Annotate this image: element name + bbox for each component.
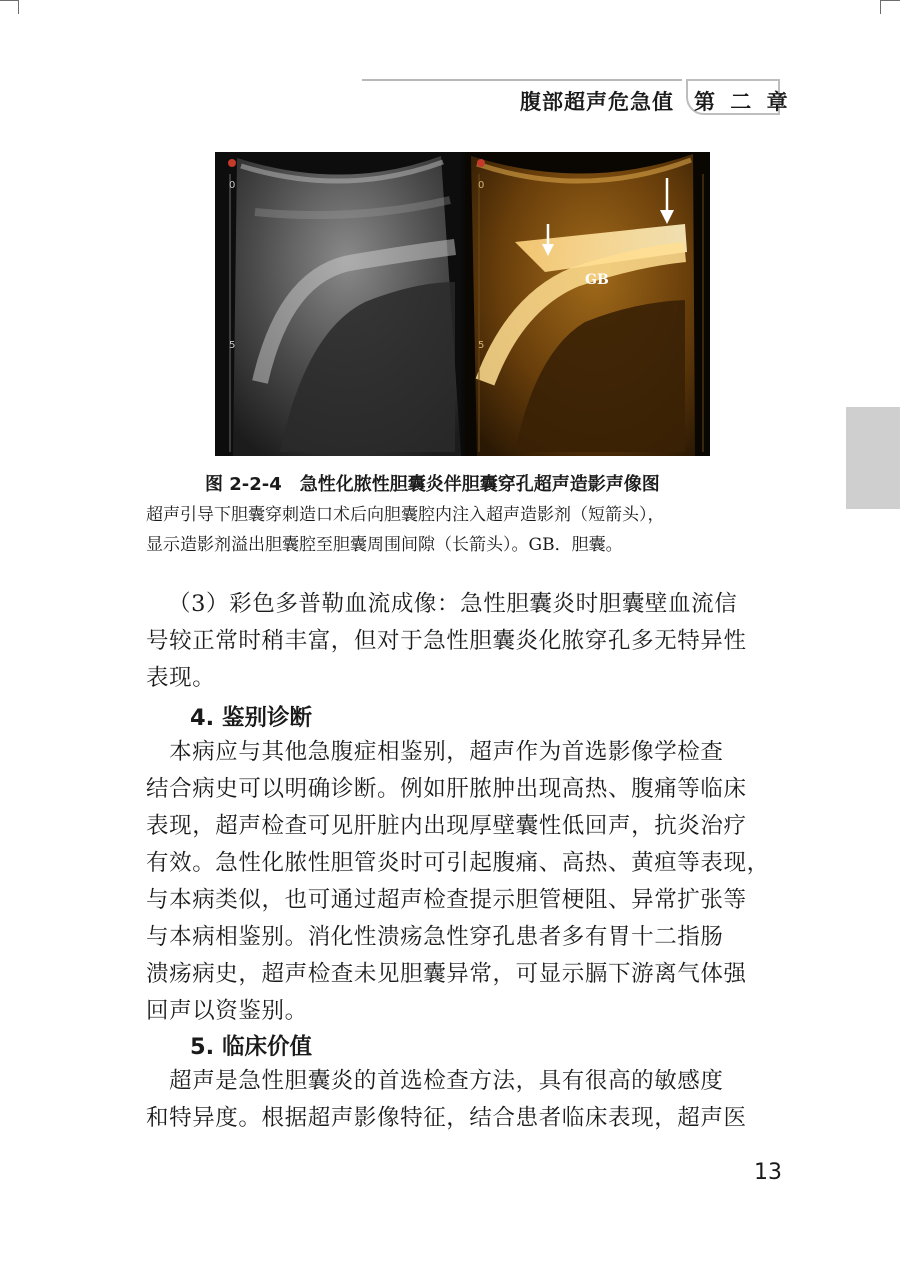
ultrasound-figure <box>215 152 710 456</box>
page-number: 13 <box>754 1160 782 1185</box>
text-line: （3）彩色多普勒血流成像：急性胆囊炎时胆囊壁血流信 <box>168 591 738 617</box>
gb-label: GB <box>585 272 609 288</box>
crop-mark <box>880 0 881 14</box>
figure-note-line: 显示造影剂溢出胆囊腔至胆囊周围间隙（长箭头）。GB．胆囊。 <box>146 535 623 555</box>
text-line: 与本病相鉴别。消化性溃疡急性穿孔患者多有胃十二指肠 <box>146 924 724 950</box>
text-line: 本病应与其他急腹症相鉴别，超声作为首选影像学检查 <box>146 739 724 765</box>
paragraph-doppler-cont <box>146 623 786 697</box>
probe-marker-icon <box>228 159 236 167</box>
chapter-label: 第 二 章 <box>694 90 792 114</box>
svg-text:5: 5 <box>229 340 236 351</box>
crop-mark <box>881 0 900 1</box>
header-rule <box>362 79 682 81</box>
probe-marker-icon <box>477 159 485 167</box>
figure-caption: 图 2-2-4 急性化脓性胆囊炎伴胆囊穿孔超声造影声像图 <box>205 474 660 495</box>
text-line: 结合病史可以明确诊断。例如肝脓肿出现高热、腹痛等临床 <box>146 776 747 802</box>
text-line: 与本病类似，也可通过超声检查提示胆管梗阻、异常扩张等 <box>146 887 747 913</box>
ultrasound-image <box>215 152 710 456</box>
figure-note-line: 超声引导下胆囊穿刺造口术后向胆囊腔内注入超声造影剂（短箭头）， <box>146 505 665 525</box>
side-thumb-tab <box>846 407 900 509</box>
crop-mark <box>0 0 18 1</box>
svg-text:0: 0 <box>229 180 236 191</box>
svg-text:5: 5 <box>478 340 485 351</box>
text-line: 表现，超声检查可见肝脏内出现厚壁囊性低回声，抗炎治疗 <box>146 813 747 839</box>
text-line: 有效。急性化脓性胆管炎时可引起腹痛、高热、黄疸等表现， <box>146 850 770 876</box>
text-line: 超声是急性胆囊炎的首选检查方法，具有很高的敏感度 <box>146 1068 724 1094</box>
text-line: 回声以资鉴别。 <box>146 998 308 1024</box>
crop-mark <box>18 0 19 14</box>
text-line: 号较正常时稍丰富，但对于急性胆囊炎化脓穿孔多无特异性 <box>146 628 747 654</box>
figure-note <box>146 500 786 560</box>
svg-text:0: 0 <box>478 180 485 191</box>
paragraph-doppler <box>168 586 808 623</box>
text-line: 和特异度。根据超声影像特征，结合患者临床表现，超声医 <box>146 1105 747 1131</box>
section-heading-clinical-value: 5. 临床价值 <box>190 1034 313 1060</box>
text-line: 溃疡病史，超声检查未见胆囊异常，可显示膈下游离气体强 <box>146 961 747 987</box>
paragraph-clinical-value <box>146 1063 786 1137</box>
paragraph-differential <box>146 734 786 1030</box>
running-header-title: 腹部超声危急值 <box>520 90 674 114</box>
section-heading-differential: 4. 鉴别诊断 <box>190 705 313 731</box>
text-line: 表现。 <box>146 665 216 691</box>
